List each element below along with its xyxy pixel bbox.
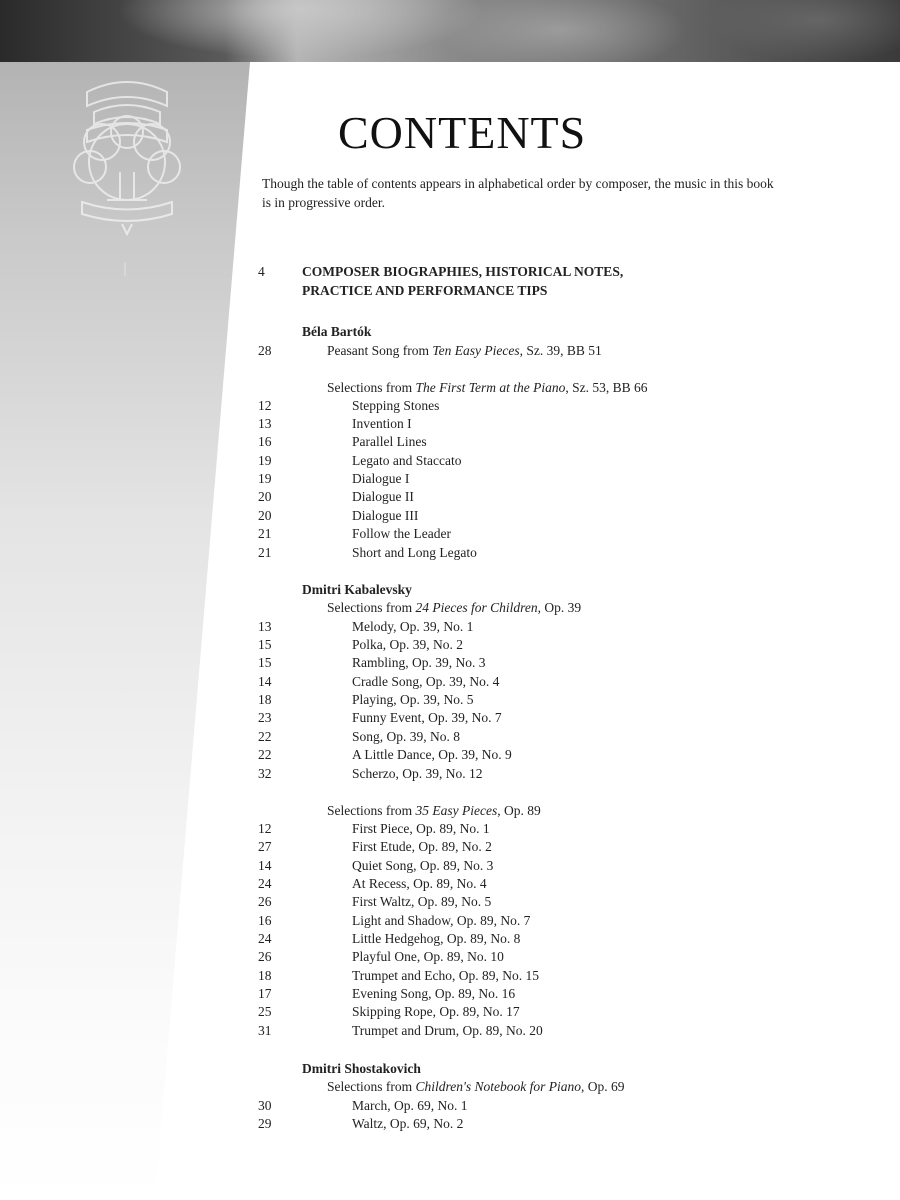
top-banner xyxy=(0,0,900,62)
page-number: 15 xyxy=(258,637,272,652)
page-number: 14 xyxy=(258,674,272,689)
page-number: 24 xyxy=(258,931,272,946)
italic-title-text: Children's Notebook for Piano xyxy=(415,1079,581,1094)
page-number: 19 xyxy=(258,453,272,468)
entry-text: Selections from xyxy=(327,600,416,615)
entry-text: , Sz. 53, BB 66 xyxy=(565,380,648,395)
piece-title: Rambling, Op. 39, No. 3 xyxy=(352,655,486,670)
entry-text: Selections from xyxy=(327,380,416,395)
entry-text: , Op. 39 xyxy=(537,600,582,615)
collection-title xyxy=(327,599,581,617)
page-number: 16 xyxy=(258,434,272,449)
page-number: 20 xyxy=(258,489,272,504)
page-number: 21 xyxy=(258,545,272,560)
page-number: 23 xyxy=(258,710,272,725)
page-number: 26 xyxy=(258,894,272,909)
page-number: 18 xyxy=(258,968,272,983)
ornamental-seal-icon xyxy=(62,72,192,237)
page-number: 12 xyxy=(258,821,272,836)
page-number: 13 xyxy=(258,416,272,431)
piece-title: Trumpet and Drum, Op. 89, No. 20 xyxy=(352,1023,543,1038)
piece-title: March, Op. 69, No. 1 xyxy=(352,1098,468,1113)
page-number: 28 xyxy=(258,343,272,358)
piece-title: Playful One, Op. 89, No. 10 xyxy=(352,949,504,964)
section-heading: COMPOSER BIOGRAPHIES, HISTORICAL NOTES, xyxy=(302,264,624,279)
page-number: 24 xyxy=(258,876,272,891)
collection-title xyxy=(327,379,648,397)
composer-name: Béla Bartók xyxy=(302,324,372,339)
piece-title: Cradle Song, Op. 39, No. 4 xyxy=(352,674,500,689)
entry-text: Selections from xyxy=(327,1079,416,1094)
page-number: 17 xyxy=(258,986,272,1001)
intro-note: Though the table of contents appears in alphabetical order by composer, the music in this book is in progressive order. xyxy=(262,176,774,210)
entry-text: , Sz. 39, BB 51 xyxy=(519,343,602,358)
piece-title: Dialogue III xyxy=(352,508,419,523)
italic-title-text: 24 Pieces for Children xyxy=(415,600,538,615)
page-number: 27 xyxy=(258,839,272,854)
piece-title: First Waltz, Op. 89, No. 5 xyxy=(352,894,492,909)
piece-title: Funny Event, Op. 39, No. 7 xyxy=(352,710,502,725)
page-number: 20 xyxy=(258,508,272,523)
piece-title: Dialogue II xyxy=(352,489,414,504)
page-number: 32 xyxy=(258,766,272,781)
page-number: 16 xyxy=(258,913,272,928)
piece-title: Invention I xyxy=(352,416,412,431)
piece-title: Little Hedgehog, Op. 89, No. 8 xyxy=(352,931,521,946)
page-number: 12 xyxy=(258,398,272,413)
collection-title xyxy=(327,802,541,820)
piece-title: Parallel Lines xyxy=(352,434,427,449)
page-number: 14 xyxy=(258,858,272,873)
piece-title: Stepping Stones xyxy=(352,398,440,413)
page-number: 22 xyxy=(258,747,272,762)
page-number: 13 xyxy=(258,619,272,634)
piece-title: First Etude, Op. 89, No. 2 xyxy=(352,839,492,854)
collection-title xyxy=(327,1078,625,1096)
page-number: 29 xyxy=(258,1116,272,1131)
page-number: 15 xyxy=(258,655,272,670)
piece-title: Short and Long Legato xyxy=(352,545,477,560)
page-number: 22 xyxy=(258,729,272,744)
italic-title-text: 35 Easy Pieces xyxy=(415,803,498,818)
piece-title: A Little Dance, Op. 39, No. 9 xyxy=(352,747,512,762)
page-number: 4 xyxy=(258,264,265,279)
piece-title: Polka, Op. 39, No. 2 xyxy=(352,637,463,652)
piece-title: Skipping Rope, Op. 89, No. 17 xyxy=(352,1004,520,1019)
entry-text: , Op. 69 xyxy=(581,1079,625,1094)
composer-name: Dmitri Kabalevsky xyxy=(302,582,412,597)
entry-text: Peasant Song from xyxy=(327,343,433,358)
page-number: 18 xyxy=(258,692,272,707)
composer-name: Dmitri Shostakovich xyxy=(302,1061,421,1076)
entry-text: , Op. 89 xyxy=(497,803,541,818)
piece-title: Legato and Staccato xyxy=(352,453,462,468)
entry-text: Selections from xyxy=(327,803,416,818)
page-number: 31 xyxy=(258,1023,272,1038)
page-number: 21 xyxy=(258,526,272,541)
piece-title: Dialogue I xyxy=(352,471,410,486)
piece-title: Waltz, Op. 69, No. 2 xyxy=(352,1116,464,1131)
piece-title: Evening Song, Op. 89, No. 16 xyxy=(352,986,516,1001)
piece-title: Quiet Song, Op. 89, No. 3 xyxy=(352,858,494,873)
piece-title: At Recess, Op. 89, No. 4 xyxy=(352,876,487,891)
collection-title xyxy=(327,342,602,360)
page-title: CONTENTS xyxy=(338,107,587,158)
piece-title: Playing, Op. 39, No. 5 xyxy=(352,692,474,707)
page-number: 26 xyxy=(258,949,272,964)
page-number: 19 xyxy=(258,471,272,486)
piece-title: Light and Shadow, Op. 89, No. 7 xyxy=(352,913,531,928)
piece-title: Melody, Op. 39, No. 1 xyxy=(352,619,474,634)
italic-title-text: Ten Easy Pieces xyxy=(432,343,520,358)
piece-title: Trumpet and Echo, Op. 89, No. 15 xyxy=(352,968,539,983)
piece-title: Scherzo, Op. 39, No. 12 xyxy=(352,766,483,781)
piece-title: First Piece, Op. 89, No. 1 xyxy=(352,821,490,836)
page-number: 25 xyxy=(258,1004,272,1019)
decorative-tick xyxy=(124,262,126,276)
piece-title: Follow the Leader xyxy=(352,526,451,541)
piece-title: Song, Op. 39, No. 8 xyxy=(352,729,461,744)
page-number: 30 xyxy=(258,1098,272,1113)
italic-title-text: The First Term at the Piano xyxy=(415,380,566,395)
section-heading: PRACTICE AND PERFORMANCE TIPS xyxy=(302,283,548,298)
